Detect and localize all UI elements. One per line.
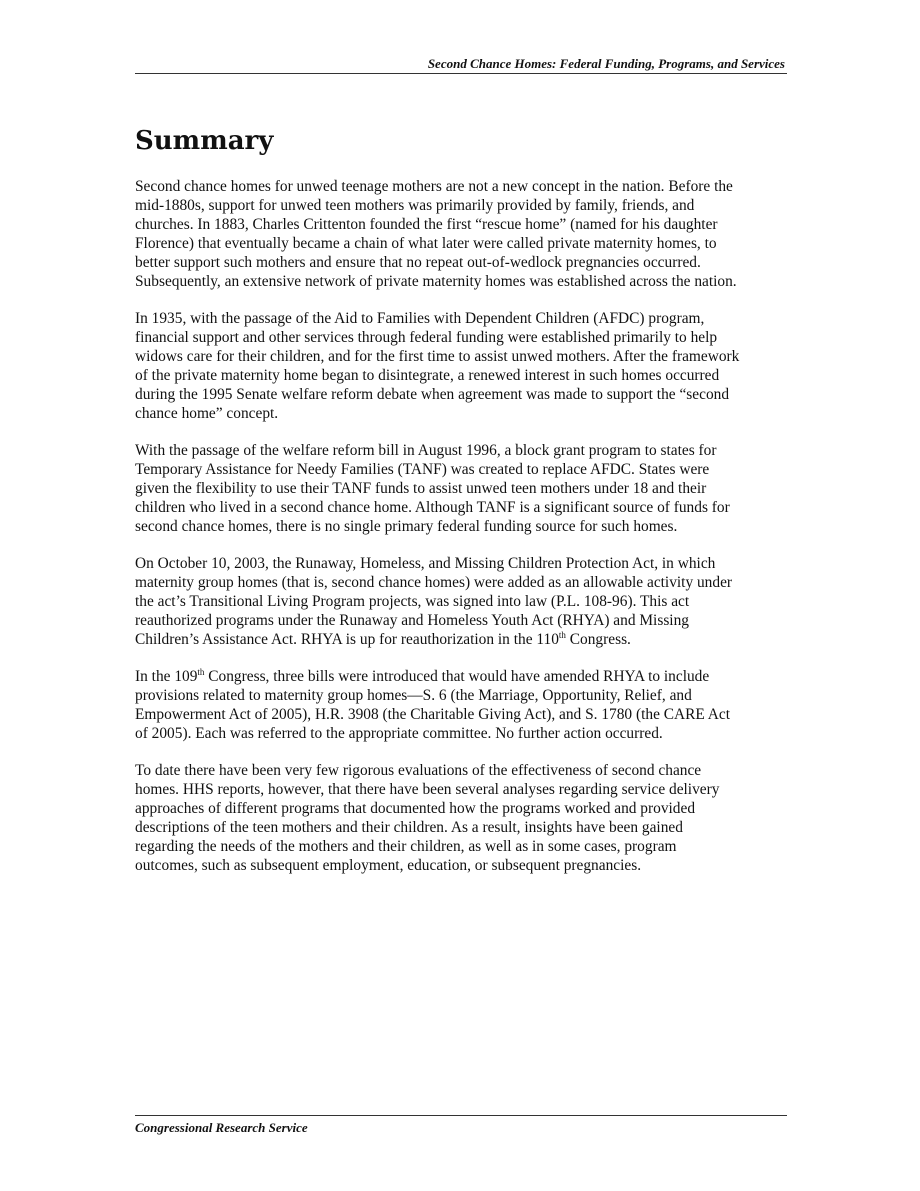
ordinal-superscript: th [558, 630, 566, 640]
text-segment: Children’s Assistance Act. RHYA is up for reauthorization in the 110 [135, 631, 559, 648]
text-line: financial support and other services through federal funding were established primarily to help [135, 329, 718, 346]
text-line: regarding the needs of the mothers and their children, as well as in some cases, program [135, 838, 677, 855]
paragraph-5 [135, 667, 787, 743]
text-line: given the flexibility to use their TANF funds to assist unwed teen mothers under 18 and their [135, 480, 707, 497]
text-line: mid-1880s, support for unwed teen mothers was primarily provided by family, friends, and [135, 197, 695, 214]
paragraph-6 [135, 761, 787, 875]
text-segment: In the 109 [135, 668, 198, 685]
text-line: children who lived in a second chance home. Although TANF is a significant source of funds for [135, 499, 730, 516]
text-line: widows care for their children, and for the first time to assist unwed mothers. After the framework [135, 348, 740, 365]
text-line: second chance homes, there is no single primary federal funding source for such homes. [135, 518, 678, 535]
text-line-with-superscript [135, 667, 787, 686]
text-line: homes. HHS reports, however, that there have been several analyses regarding service delivery [135, 781, 720, 798]
text-segment: Congress. [565, 631, 631, 648]
paragraph-2 [135, 309, 787, 423]
text-line: On October 10, 2003, the Runaway, Homeless, and Missing Children Protection Act, in which [135, 555, 716, 572]
text-line: approaches of different programs that documented how the programs worked and provided [135, 800, 696, 817]
paragraph-3 [135, 441, 787, 536]
footer-source: Congressional Research Service [135, 1120, 308, 1135]
text-line: the act’s Transitional Living Program projects, was signed into law (P.L. 108-96). This act [135, 593, 690, 610]
text-line: churches. In 1883, Charles Crittenton founded the first “rescue home” (named for his daughter [135, 216, 718, 233]
summary-body [135, 177, 787, 893]
text-line: chance home” concept. [135, 405, 279, 422]
text-line: reauthorized programs under the Runaway and Homeless Youth Act (RHYA) and Missing [135, 612, 689, 629]
text-line: provisions related to maternity group homes—S. 6 (the Marriage, Opportunity, Relief, and [135, 687, 692, 704]
running-header: Second Chance Homes: Federal Funding, Programs, and Services [427, 56, 785, 71]
text-line: outcomes, such as subsequent employment, education, or subsequent pregnancies. [135, 857, 642, 874]
text-line: In 1935, with the passage of the Aid to Families with Dependent Children (AFDC) program, [135, 310, 705, 327]
text-line: better support such mothers and ensure that no repeat out-of-wedlock pregnancies occurred. [135, 254, 701, 271]
text-line: Temporary Assistance for Needy Families (TANF) was created to replace AFDC. States were [135, 461, 710, 478]
text-segment: Congress, three bills were introduced that would have amended RHYA to include [204, 668, 710, 685]
text-line: Subsequently, an extensive network of private maternity homes was established across the nation. [135, 273, 737, 290]
ordinal-superscript: th [197, 667, 205, 677]
text-line: of 2005). Each was referred to the appropriate committee. No further action occurred. [135, 725, 663, 742]
text-line: of the private maternity home began to disintegrate, a renewed interest in such homes occurred [135, 367, 720, 384]
footer-divider [135, 1115, 787, 1116]
text-line: Empowerment Act of 2005), H.R. 3908 (the Charitable Giving Act), and S. 1780 (the CARE Act [135, 706, 731, 723]
text-line: descriptions of the teen mothers and their children. As a result, insights have been gained [135, 819, 683, 836]
header-divider [135, 73, 787, 74]
text-line: Second chance homes for unwed teenage mothers are not a new concept in the nation. Before the [135, 178, 733, 195]
text-line-with-superscript [135, 630, 787, 649]
page-title: Summary [135, 126, 274, 156]
text-line: during the 1995 Senate welfare reform debate when agreement was made to support the “second [135, 386, 730, 403]
paragraph-1 [135, 177, 787, 291]
text-line: To date there have been very few rigorous evaluations of the effectiveness of second chance [135, 762, 702, 779]
text-line: With the passage of the welfare reform bill in August 1996, a block grant program to states for [135, 442, 717, 459]
text-line: maternity group homes (that is, second chance homes) were added as an allowable activity under [135, 574, 733, 591]
text-line: Florence) that eventually became a chain of what later were called private maternity homes, to [135, 235, 717, 252]
paragraph-4 [135, 554, 787, 649]
